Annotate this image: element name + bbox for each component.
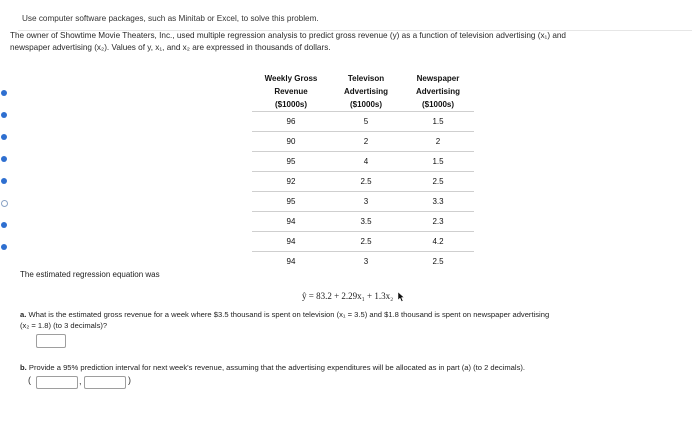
question-a: [20, 309, 695, 331]
table-cell: 95: [252, 192, 330, 212]
problem-statement: [10, 30, 695, 54]
question-dot[interactable]: [1, 90, 7, 96]
question-dot[interactable]: [1, 156, 7, 162]
col-header-television: Televison Advertising ($1000s): [343, 74, 388, 109]
problem-line-1: The owner of Showtime Movie Theaters, Inc., used multiple regression analysis to predict gross revenue (y) as a function of television advertising (x₁) and: [10, 31, 566, 40]
table-row: [252, 112, 474, 132]
question-dot[interactable]: [1, 112, 7, 118]
table-cell: 2.5: [330, 232, 402, 252]
table-cell: 92: [252, 172, 330, 192]
col-header-revenue: Weekly Gross Revenue ($1000s): [264, 74, 318, 109]
table-header-row: [252, 72, 474, 112]
question-dot[interactable]: [1, 222, 7, 228]
interval-open-paren: (: [28, 375, 31, 385]
question-b-label: b.: [20, 363, 27, 372]
table-cell: 90: [252, 132, 330, 152]
table-cell: 94: [252, 212, 330, 232]
table-cell: 2.5: [402, 172, 474, 192]
table-cell: 2.5: [402, 252, 474, 272]
estimated-equation-label: The estimated regression equation was: [20, 270, 160, 279]
question-a-text-1: What is the estimated gross revenue for a week where $3.5 thousand is spent on television (x₁ = 3.5) and $1.8 thousand is spent on newspaper advertising: [28, 310, 550, 319]
instruction-bar: [18, 4, 692, 31]
question-a-label: a.: [20, 310, 27, 319]
prediction-interval: [28, 374, 148, 390]
question-b-text: Provide a 95% prediction interval for next week's revenue, assuming that the advertising expenditures will be allocated as in part (a) (to 2 decimals).: [28, 363, 526, 372]
question-navigator: [0, 90, 12, 270]
question-dot[interactable]: [1, 178, 7, 184]
table-cell: 3: [330, 192, 402, 212]
table-row: [252, 212, 474, 232]
table-cell: 2: [402, 132, 474, 152]
mouse-cursor-icon: [398, 292, 405, 302]
table-cell: 3: [330, 252, 402, 272]
table-cell: 94: [252, 252, 330, 272]
table-cell: 96: [252, 112, 330, 132]
table-cell: 2: [330, 132, 402, 152]
table-cell: 1.5: [402, 152, 474, 172]
table-cell: 1.5: [402, 112, 474, 132]
table-cell: 95: [252, 152, 330, 172]
table-cell: 2.3: [402, 212, 474, 232]
table-row: [252, 172, 474, 192]
question-b: [20, 363, 525, 372]
instruction-text: Use computer software packages, such as Minitab or Excel, to solve this problem.: [22, 14, 319, 23]
table-row: [252, 132, 474, 152]
equation-text: ŷ = 83.2 + 2.29x₁ + 1.3x₂: [302, 291, 394, 301]
interval-upper-input[interactable]: [84, 376, 126, 389]
problem-line-2: newspaper advertising (x₂). Values of y, x₁, and x₂ are expressed in thousands of dollars.: [10, 43, 331, 52]
table-cell: 4.2: [402, 232, 474, 252]
interval-separator: ,: [79, 376, 82, 386]
table-row: [252, 232, 474, 252]
question-dot[interactable]: [1, 244, 7, 250]
answer-a-input[interactable]: [36, 334, 66, 348]
table-cell: 2.5: [330, 172, 402, 192]
regression-equation: [302, 291, 405, 302]
question-a-text-2: (x₂ = 1.8) (to 3 decimals)?: [20, 321, 108, 330]
table-cell: 5: [330, 112, 402, 132]
table-cell: 3.5: [330, 212, 402, 232]
question-dot[interactable]: [1, 134, 7, 140]
table-row: [252, 192, 474, 212]
data-table: [252, 72, 474, 271]
table-row: [252, 152, 474, 172]
question-dot-current[interactable]: [1, 200, 8, 207]
interval-close-paren: ): [128, 375, 131, 385]
interval-lower-input[interactable]: [36, 376, 78, 389]
col-header-newspaper: Newspaper Advertising ($1000s): [415, 74, 460, 109]
table-cell: 3.3: [402, 192, 474, 212]
table-cell: 4: [330, 152, 402, 172]
table-cell: 94: [252, 232, 330, 252]
table-row: [252, 252, 474, 272]
